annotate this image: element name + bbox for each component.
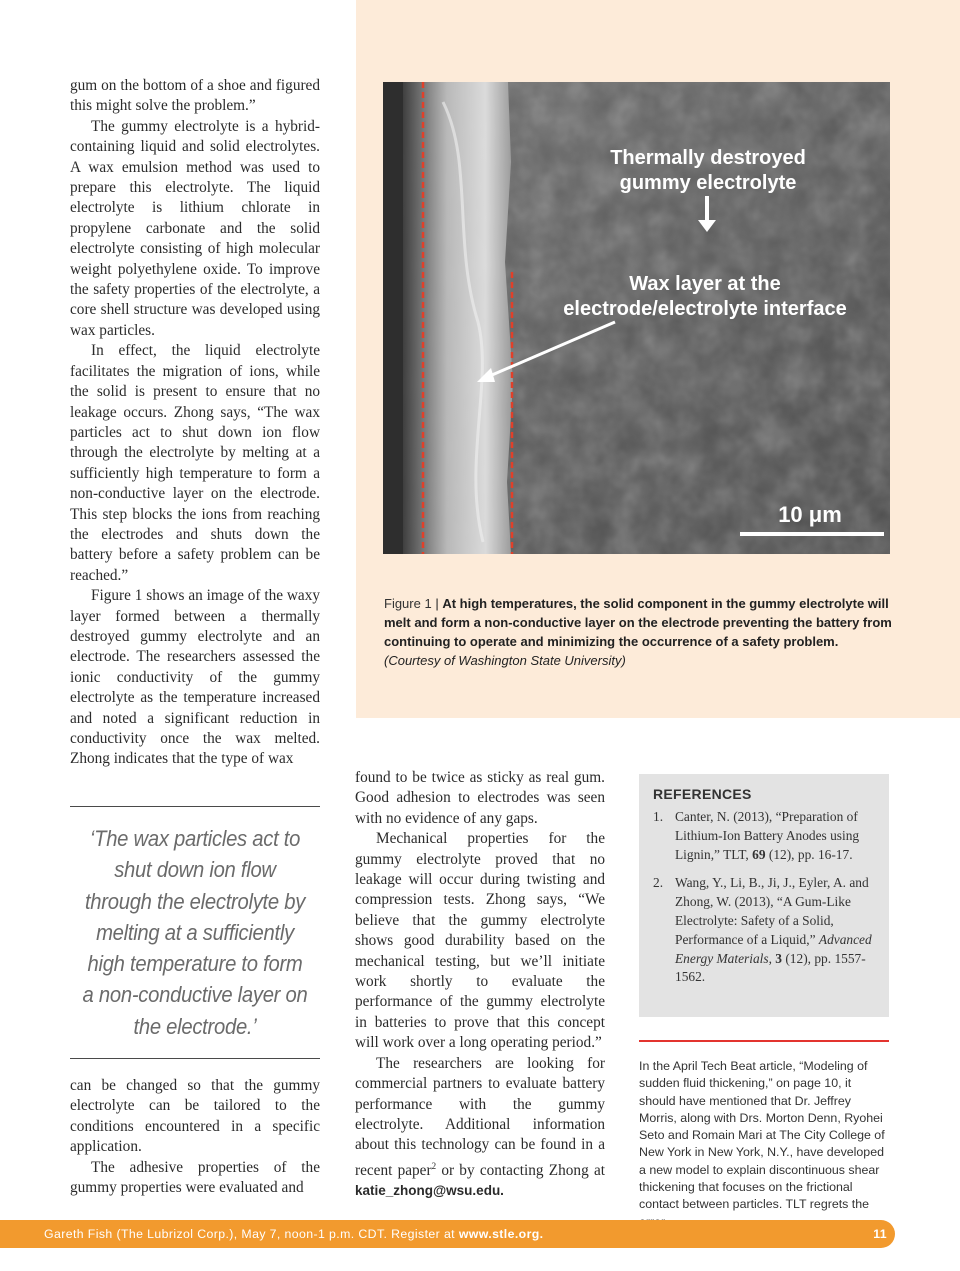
body-paragraph-last: [355, 1054, 605, 1202]
electrode-dark-strip: [383, 82, 403, 554]
reference-volume: 69: [752, 846, 766, 862]
label-gummy-electrolyte: gummy electrolyte: [619, 172, 797, 194]
pull-quote-bottom-rule: [70, 1058, 320, 1059]
contact-email-link[interactable]: katie_zhong@wsu.edu.: [355, 1183, 504, 1199]
reference-number: 1.: [653, 809, 664, 824]
reference-volume: 3: [775, 950, 782, 966]
body-paragraph: gum on the bottom of a shoe and figured this might solve the problem.”: [70, 77, 320, 115]
pull-quote-text: ‘The wax particles act to shut down ion flow through the electrolyte by melting at a sufficiently high temperature to form a non-conductive layer on the electrode.’: [82, 826, 308, 1039]
label-thermally-destroyed: Thermally destroyed: [610, 147, 806, 169]
left-column-bottom: [70, 1076, 320, 1198]
reference-item: [653, 874, 875, 987]
reference-citation: Canter, N. (2013), “Preparation of Lithium-Ion Battery Anodes using Lignin,” TLT,: [675, 809, 860, 862]
footer-url-link[interactable]: www.stle.org.: [458, 1227, 544, 1241]
body-paragraph: Figure 1 shows an image of the waxy layer formed between a thermally destroyed gummy electrolyte and an electrode. The researchers assessed the ionic conductivity of the gummy electrolyte as the temperature increased and noted a significant reduction in conductivity once the wax melted. Zhong indicates that the type of wax: [70, 587, 320, 768]
reference-number: 2.: [653, 875, 664, 891]
references-title: REFERENCES: [653, 786, 752, 802]
footer-text: [44, 1227, 544, 1241]
caption-separator: |: [435, 596, 439, 611]
middle-column: [355, 768, 605, 1202]
scale-bar-label: 10 μm: [778, 502, 842, 527]
reference-text: Wang, Y., Li, B., Ji, J., Eyler, A. and Zhong, W. (2013), “A Gum-Like Electrolyte: Safety of a Solid, Performance of a Liquid,” Advanced Energy Materials, 3 (12), pp. 1557-1562.: [675, 875, 872, 985]
sem-micrograph: [383, 82, 890, 554]
reference-pages: (12), pp. 16-17.: [765, 846, 853, 862]
caption-text: At high temperatures, the solid component in the gummy electrolyte will melt and form a non-conductive layer on the electrode preventing the battery from continuing to operate and minimizing the occurrence of a safety problem.: [384, 596, 892, 649]
reference-journal: Advanced Energy Materials: [675, 931, 872, 966]
reference-citation: Wang, Y., Li, B., Ji, J., Eyler, A. and Zhong, W. (2013), “A Gum-Like Electrolyte: Safety of a Solid, Performance of a Liquid,”: [675, 875, 869, 947]
body-paragraph: Mechanical properties for the gummy electrolyte proved that no leakage will occur during twisting and compression tests. Zhong says, “We believe that the gummy electrolyte shows good durability based on the mechanical testing, but we’ll initiate work shortly to evaluate the performance of the gummy electrolyte in batteries to prove that this concept will work over a long operating period.”: [355, 830, 605, 1052]
section-divider: [639, 1040, 889, 1042]
body-paragraph: The adhesive properties of the gummy properties were evaluated and: [70, 1158, 320, 1197]
paragraph-text: The researchers are looking for commercial partners to evaluate battery performance with the gummy electrolyte. Additional information about this technology can be found in a recent paper: [355, 1054, 605, 1179]
left-column-top: [70, 76, 320, 770]
footer-event-text: Gareth Fish (The Lubrizol Corp.), May 7, noon-1 p.m. CDT. Register at: [44, 1227, 459, 1241]
paragraph-text: or by contacting Zhong at: [436, 1161, 605, 1179]
pull-quote: [70, 806, 320, 1039]
reference-item: [653, 808, 875, 864]
citation-superscript: 2: [431, 1160, 437, 1171]
scale-bar: [740, 532, 884, 536]
figure-caption: [384, 594, 892, 670]
caption-label: Figure 1: [384, 596, 432, 611]
body-paragraph: found to be twice as sticky as real gum. Good adhesion to electrodes was seen with no evidence of any gaps.: [355, 769, 605, 827]
pull-quote-top-rule: [70, 806, 320, 807]
references-box: [639, 774, 889, 1017]
caption-credit: (Courtesy of Washington State University): [384, 653, 626, 668]
body-paragraph: can be changed so that the gummy electrolyte can be tailored to the conditions encountered in a specific application.: [70, 1077, 320, 1156]
reference-text: [675, 808, 875, 864]
label-interface: electrode/electrolyte interface: [563, 298, 847, 320]
page-number: 11: [873, 1227, 887, 1241]
footer-bar: [0, 1220, 895, 1248]
erratum-note: In the April Tech Beat article, “Modeling of sudden fluid thickening,” on page 10, it should have mentioned that Dr. Jeffrey Morris, along with Drs. Morton Denn, Ryohei Seto and Romain Mari at The City College of New York in New York, N.Y., have developed a new model to explain discontinuous shear thickening that focuses on the frictional contact between particles. TLT regrets the: [639, 1059, 885, 1212]
reference-pages: (12), pp. 1557-1562.: [675, 950, 866, 985]
body-paragraph: In effect, the liquid electrolyte facilitates the migration of ions, while the solid is present to ensure that no leakage occurs. Zhong says, “The wax particles act to shut down ion flow through the electrolyte by melting at a sufficiently high temperature to form a non-conductive layer on the electrode. This step blocks the ions from reaching the electrodes and shuts down the battery before a safety problem can be reached.”: [70, 342, 320, 584]
label-wax-layer: Wax layer at the: [629, 273, 781, 295]
body-paragraph: The gummy electrolyte is a hybrid-containing liquid and solid electrolytes. A wax emulsion method was used to prepare this electrolyte. The liquid electrolyte is lithium chlorate in propylene carbonate and the solid electrolyte consisting of high molecular weight polyethylene oxide. To improve the safety properties of the electrolyte, a core shell structure was developed using wax particles.: [70, 117, 320, 339]
